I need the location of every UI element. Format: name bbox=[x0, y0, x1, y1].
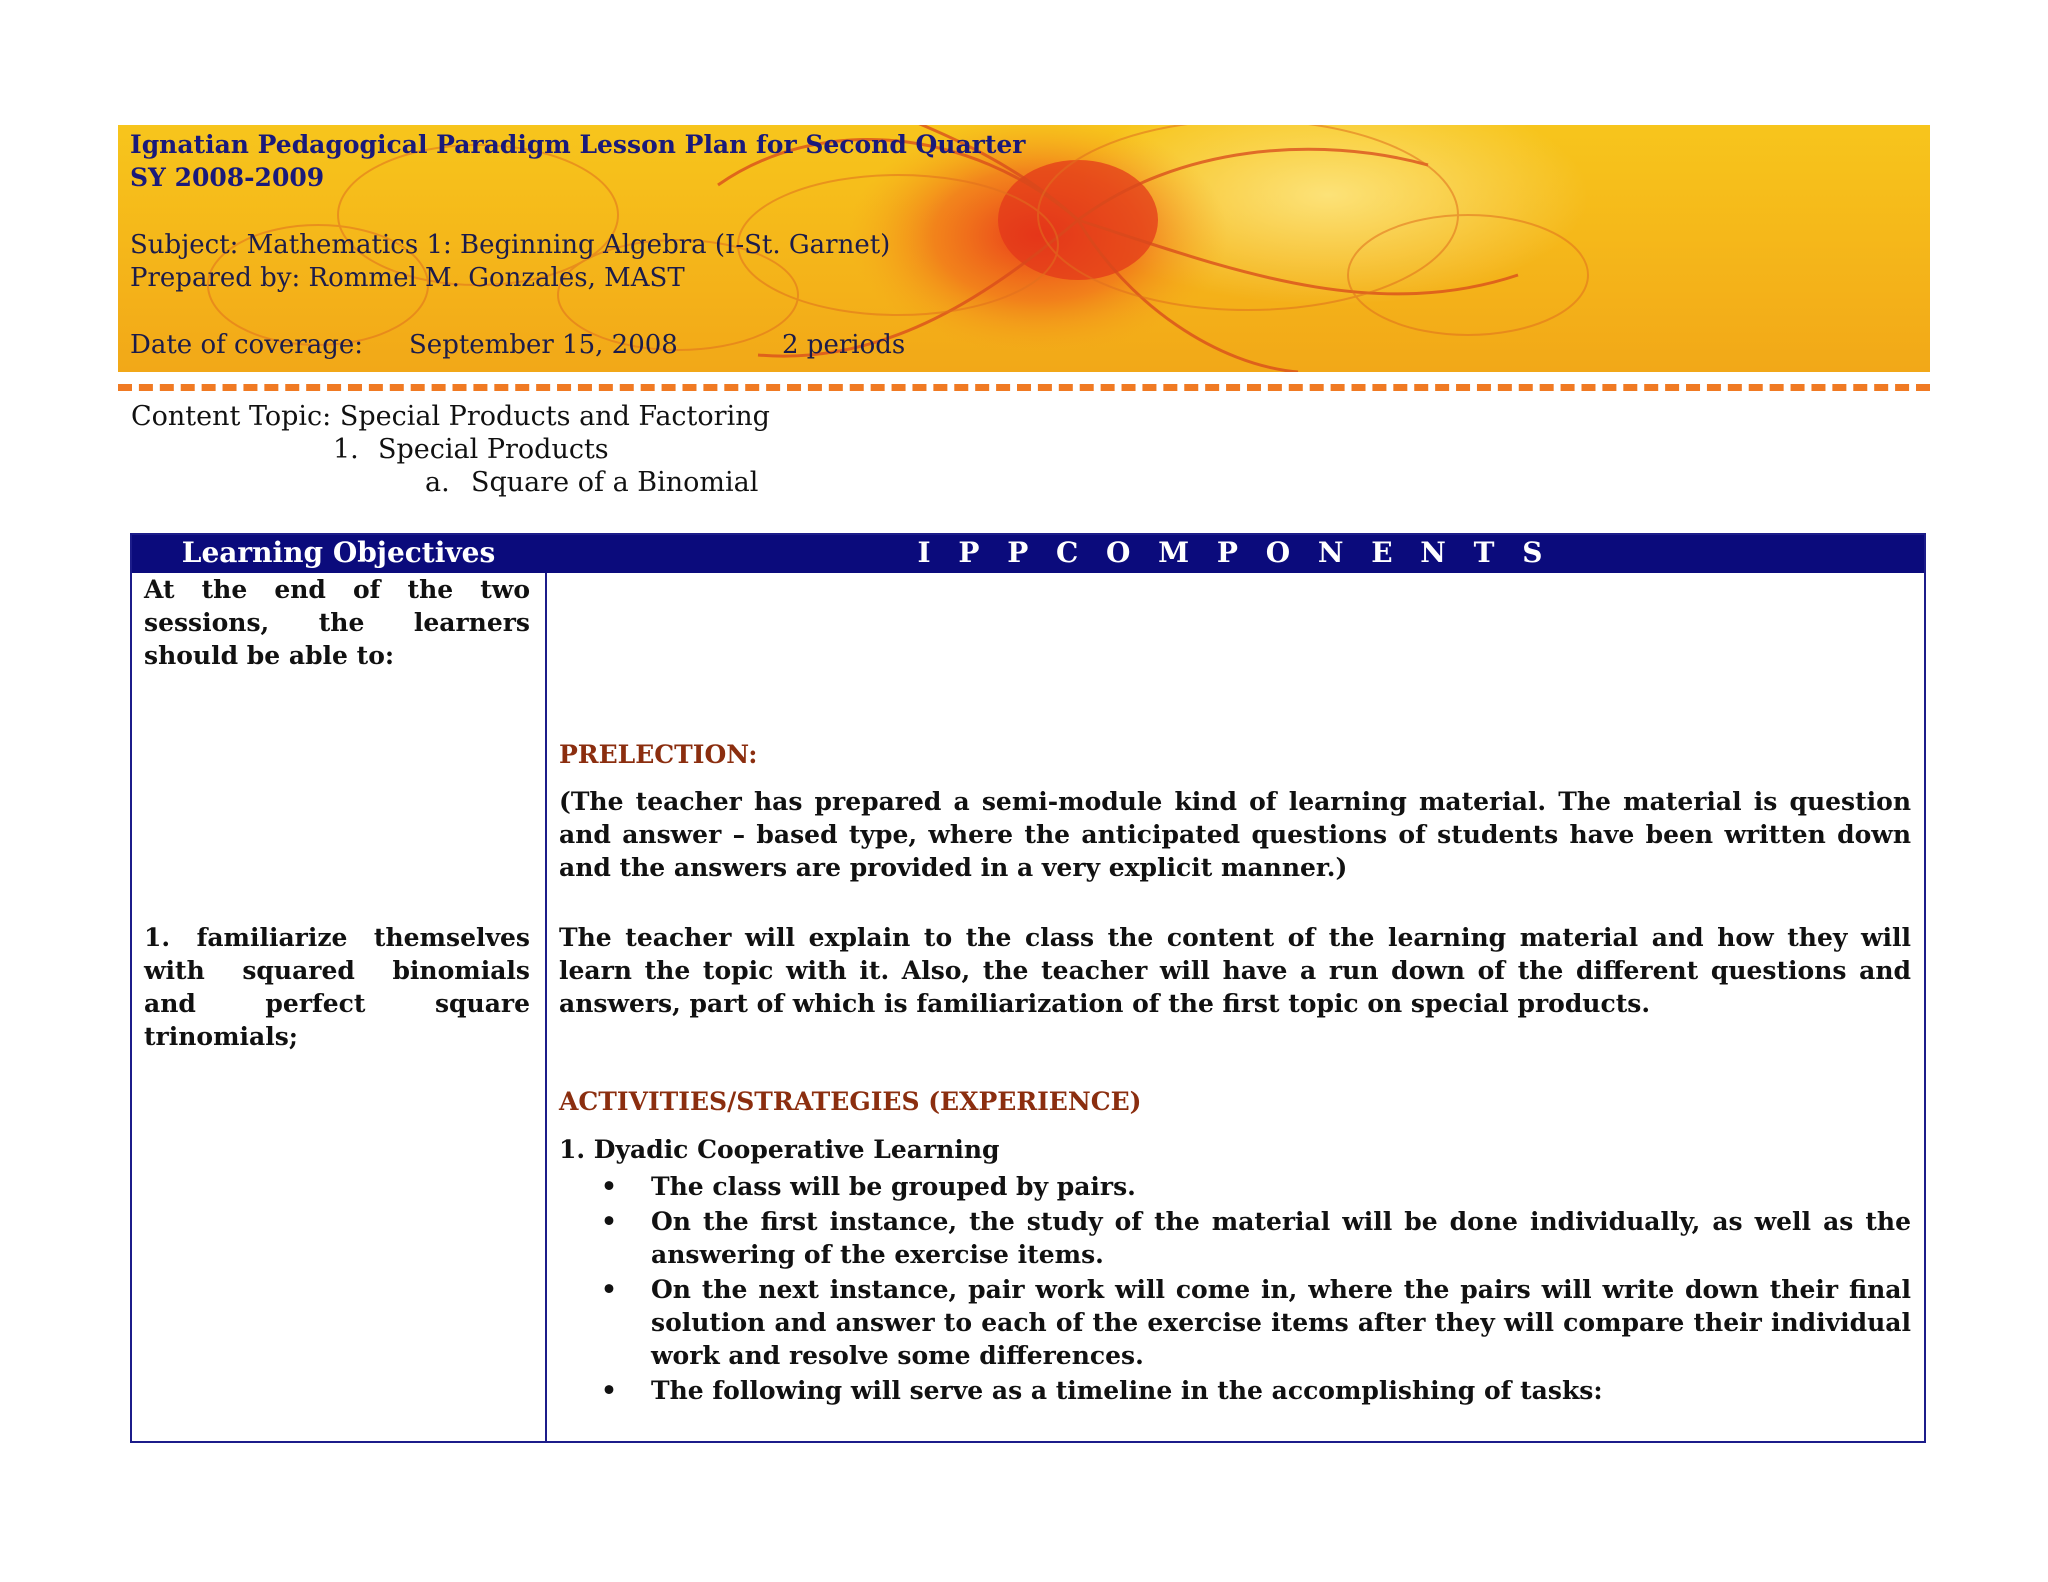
list-item: • On the first instance, the study of the material will be done individually, as well as the answering of the exercise items. bbox=[601, 1207, 1911, 1269]
activity-1-title: 1. Dyadic Cooperative Learning bbox=[559, 1135, 1000, 1164]
column-divider bbox=[545, 573, 547, 1441]
bullet-icon: • bbox=[601, 1207, 617, 1236]
dashed-divider bbox=[118, 384, 1930, 391]
prelection-heading: PRELECTION: bbox=[559, 740, 758, 769]
objective-1: 1. familiarize themselves with squared binomials and perfect square trinomials; bbox=[144, 923, 530, 1051]
subtopic-square-binomial: Square of a Binomial bbox=[471, 467, 759, 498]
activity-bullet-list bbox=[559, 1170, 1911, 1409]
list-item: • The following will serve as a timeline in the accomplishing of tasks: bbox=[601, 1376, 1603, 1405]
subtopic-special-products: Special Products bbox=[378, 434, 609, 465]
header-ipp-components: I P P C O M P O N E N T S bbox=[917, 536, 1552, 569]
subject-line: Subject: Mathematics 1: Beginning Algebra (I-St. Garnet) bbox=[130, 230, 891, 260]
prelection-paragraph-1: (The teacher has prepared a semi-module kind of learning material. The material is question and answer – based type, where the anticipated questions of students have been written down and the answers are provided in a very explicit manner.) bbox=[559, 787, 1911, 882]
subtopic-letter-a: a. bbox=[425, 467, 450, 498]
header-learning-objectives: Learning Objectives bbox=[181, 536, 496, 569]
school-year: SY 2008-2009 bbox=[130, 163, 325, 192]
table-header bbox=[132, 535, 1924, 573]
bullet-icon: • bbox=[601, 1172, 617, 1201]
list-item: • On the next instance, pair work will come in, where the pairs will write down their final solution and answer to each of the exercise items after they will compare their individual work and resolve some differences. bbox=[601, 1275, 1911, 1370]
objectives-intro: At the end of the two sessions, the learners should be able to: bbox=[144, 575, 530, 670]
header-banner bbox=[118, 125, 1930, 372]
list-item: • The class will be grouped by pairs. bbox=[601, 1172, 1136, 1201]
date-value: September 15, 2008 bbox=[409, 330, 678, 360]
periods: 2 periods bbox=[782, 330, 906, 360]
activities-heading: ACTIVITIES/STRATEGIES (EXPERIENCE) bbox=[559, 1087, 1142, 1116]
bullet-icon: • bbox=[601, 1376, 617, 1405]
date-label: Date of coverage: bbox=[130, 330, 363, 360]
lesson-table bbox=[130, 533, 1926, 1443]
content-topic: Content Topic: Special Products and Factoring bbox=[131, 401, 770, 432]
lesson-plan-title: Ignatian Pedagogical Paradigm Lesson Plan for Second Quarter bbox=[130, 130, 1026, 159]
topic-number-1: 1. bbox=[333, 434, 359, 465]
prelection-paragraph-2: The teacher will explain to the class the content of the learning material and how they will learn the topic with it. Also, the teacher will have a run down of the different questions and answers, part of which is familiarization of the first topic on special products. bbox=[559, 923, 1911, 1018]
bullet-icon: • bbox=[601, 1275, 617, 1304]
prepared-by-line: Prepared by: Rommel M. Gonzales, MAST bbox=[130, 263, 685, 293]
